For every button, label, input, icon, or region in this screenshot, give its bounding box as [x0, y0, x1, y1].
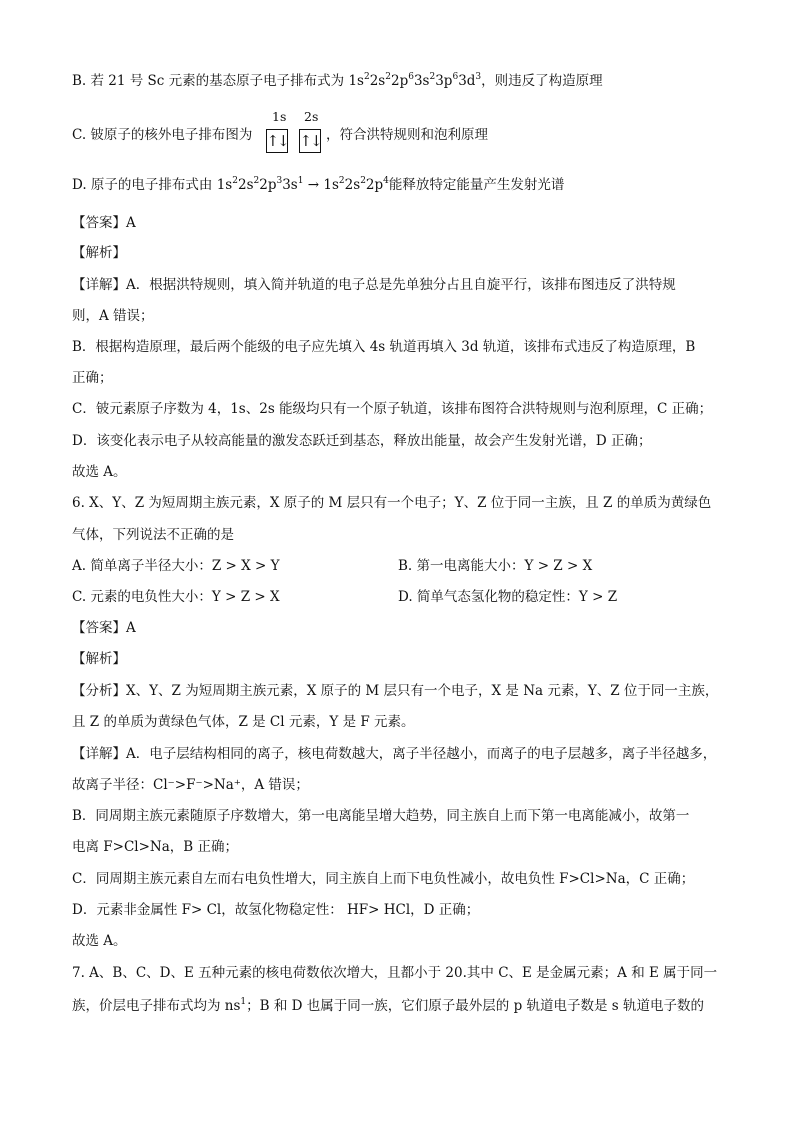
orbital-box-2s: ↑↓: [299, 129, 321, 153]
q6-answer-value: A: [126, 620, 136, 636]
q6-answer-tag: 【答案】: [72, 620, 126, 636]
config-electron-count: 2: [232, 176, 238, 186]
config-electron-count: 2: [338, 176, 345, 186]
q5-detail-line: C．铍元素原子序数为 4，1s、2s 能级均只有一个原子轨道，该排布图符合洪特规则与泡利原理，C 正确；: [72, 401, 713, 417]
orbital-label-2s: 2s: [304, 109, 319, 124]
config-orbital: 3p: [435, 73, 453, 89]
config-orbital: 3s: [282, 177, 298, 193]
q6-detail-line: D．元素非金属性 F> Cl，故氢化物稳定性： HF> HCl，D 正确；: [72, 902, 480, 918]
config-orbital: 2p: [259, 177, 277, 193]
q6-stem-line: 6. X、Y、Z 为短周期主族元素，X 原子的 M 层只有一个电子；Y、Z 位于同一主族，且 Z 的单质为黄绿色: [72, 495, 712, 511]
q5-detail-line: B．根据构造原理，最后两个能级的电子应先填入 4s 轨道再填入 3d 轨道，该排布式违反了构造原理，B: [72, 339, 696, 355]
config-electron-count: 2: [253, 176, 260, 186]
config-electron-count: 6: [452, 72, 459, 82]
config-orbital: 2s: [369, 73, 386, 89]
q5-option-b: [72, 72, 603, 90]
q5-option-b-post: ，则违反了构造原理: [481, 73, 603, 89]
q5-option-d-arrow: →: [303, 177, 324, 193]
q6-option-c: C. 元素的电负性大小：Y > Z > X: [72, 589, 280, 605]
config-electron-count: 1: [297, 176, 304, 186]
config-electron-count: 2: [360, 176, 366, 186]
q6-detail-line: B．同周期主族元素随原子序数增大，第一电离能呈增大趋势，同主族自上而下第一电离能减小，故第一: [72, 808, 690, 824]
config-electron-count: 4: [383, 176, 389, 186]
q6-detail-line: 故离子半径：Cl⁻>F⁻>Na⁺，A 错误；: [72, 777, 309, 793]
config-electron-count: 3: [475, 72, 482, 82]
q6-detail-line: C．同周期主族元素自左而右电负性增大，同主族自上而下电负性减小，故电负性 F>Cl>Na，C 正确；: [72, 871, 695, 887]
q5-detail-line: 则，A 错误；: [72, 308, 154, 324]
config-orbital: 2p: [365, 177, 384, 193]
q7-line-2-pre: 族，价层电子排布式均为: [72, 998, 225, 1014]
q7-line-2: [72, 997, 704, 1015]
config-electron-count: 2: [385, 72, 391, 82]
orbital-label-1s: 1s: [272, 109, 287, 124]
q5-option-d-config-to: [323, 177, 389, 193]
q6-stem-line: 气体，下列说法不正确的是: [72, 527, 234, 543]
q5-option-b-pre: B. 若 21 号 Sc 元素的基态原子电子排布式为: [72, 73, 349, 89]
q5-detail-line: 【详解】A．根据洪特规则，填入简并轨道的电子总是先单独分占且自旋平行，该排布图违反了洪特规: [72, 277, 676, 293]
q6-analysis-line: 【分析】X、Y、Z 为短周期主族元素，X 原子的 M 层只有一个电子，X 是 Na 元素，Y、Z 位于同一主族，: [72, 683, 719, 699]
config-orbital: 3s: [413, 73, 430, 89]
q6-option-d: D. 简单气态氢化物的稳定性：Y > Z: [398, 589, 618, 605]
config-orbital: 2s: [344, 177, 361, 193]
q5-detail-line: D．该变化表示电子从较高能量的激发态跃迁到基态，释放出能量，故会产生发射光谱，D 正确；: [72, 433, 652, 449]
config-orbital: 1s: [348, 73, 364, 89]
config-orbital: 3d: [458, 73, 476, 89]
config-electron-count: 2: [429, 72, 436, 82]
orbital-box-1s: ↑↓: [266, 129, 288, 153]
q5-option-c-post: ，符合洪特规则和泡利原理: [326, 127, 488, 143]
q6-option-a: A. 简单离子半径大小：Z > X > Y: [72, 558, 280, 574]
q6-analysis-tag: 【解析】: [72, 651, 126, 667]
q5-option-d-post: 能释放特定能量产生发射光谱: [388, 177, 565, 193]
config-orbital: 1s: [323, 177, 339, 193]
q7-valence-sup: 1: [240, 997, 247, 1007]
config-electron-count: 3: [276, 176, 283, 186]
q5-option-d-config-from: [217, 177, 304, 193]
q7-valence-ns: ns: [224, 998, 241, 1014]
config-orbital: 2s: [237, 177, 254, 193]
q5-option-c-pre: C. 铍原子的核外电子排布图为: [72, 127, 253, 143]
q5-answer-tag: 【答案】: [72, 215, 126, 231]
q6-detail-line: 【详解】A．电子层结构相同的离子，核电荷数越大，离子半径越小，而离子的电子层越多，离子半径越多，: [72, 746, 717, 762]
config-electron-count: 6: [408, 72, 414, 82]
q5-option-b-config: [348, 73, 481, 89]
q5-answer: [72, 214, 136, 232]
q6-option-b: B. 第一电离能大小：Y > Z > X: [398, 558, 593, 574]
q6-detail-line: 故选 A。: [72, 933, 127, 949]
q7-line-1: 7. A、B、C、D、E 五种元素的核电荷数依次增大，且都小于 20.其中 C、E 是金属元素；A 和 E 属于同一: [72, 965, 718, 981]
config-orbital: 1s: [216, 177, 233, 193]
q6-detail-line: 电离 F>Cl>Na，B 正确；: [72, 839, 239, 855]
q5-detail-line: 故选 A。: [72, 464, 127, 480]
q5-answer-value: A: [126, 215, 136, 231]
q7-line-2-post: ；B 和 D 也属于同一族，它们原子最外层的 p 轨道电子数是 s 轨道电子数的: [246, 998, 705, 1014]
q6-answer: [72, 619, 136, 637]
q5-analysis-tag: 【解析】: [72, 245, 126, 261]
q5-option-d-pre: D. 原子的电子排布式由: [72, 177, 217, 193]
q6-analysis-line: 且 Z 的单质为黄绿色气体，Z 是 Cl 元素，Y 是 F 元素。: [72, 714, 415, 730]
config-orbital: 2p: [390, 73, 409, 89]
q5-option-d: [72, 176, 564, 194]
config-electron-count: 2: [363, 72, 370, 82]
q5-detail-line: 正确；: [72, 370, 113, 386]
